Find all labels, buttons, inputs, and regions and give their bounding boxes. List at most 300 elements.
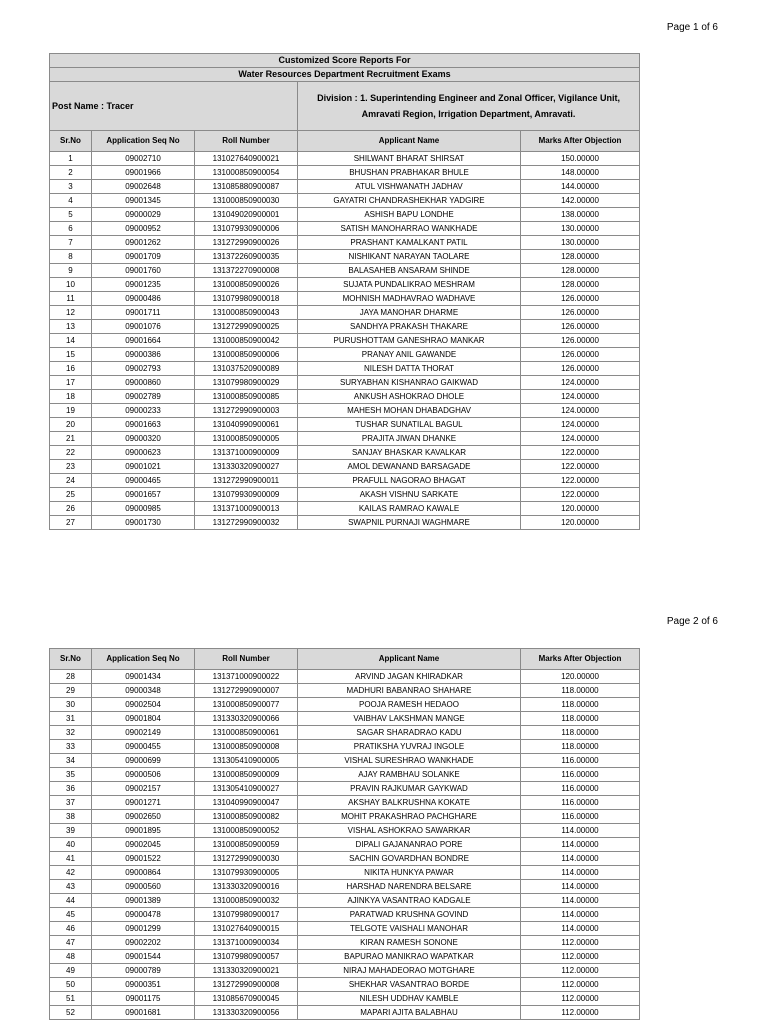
applicant-name-cell: POOJA RAMESH HEDAOO: [298, 698, 521, 712]
roll-number-cell: 131371000900022: [195, 670, 298, 684]
roll-number-cell: 131272990900007: [195, 684, 298, 698]
sr-no-cell: 35: [50, 768, 92, 782]
sr-no-cell: 24: [50, 474, 92, 488]
application-seq-no-cell: 09000699: [92, 754, 195, 768]
application-seq-no-cell: 09001681: [92, 1006, 195, 1020]
marks-cell: 114.00000: [521, 922, 640, 936]
roll-number-cell: 131000850900008: [195, 740, 298, 754]
sr-no-cell: 27: [50, 516, 92, 530]
roll-number-cell: 131272990900003: [195, 404, 298, 418]
application-seq-no-cell: 09001544: [92, 950, 195, 964]
table-row: [50, 390, 640, 404]
column-header-marks: Marks After Objection: [521, 649, 640, 670]
marks-cell: 122.00000: [521, 446, 640, 460]
applicant-name-cell: SANJAY BHASKAR KAVALKAR: [298, 446, 521, 460]
marks-cell: 126.00000: [521, 320, 640, 334]
application-seq-no-cell: 09001804: [92, 712, 195, 726]
applicant-name-cell: GAYATRI CHANDRASHEKHAR YADGIRE: [298, 194, 521, 208]
roll-number-cell: 131079930900005: [195, 866, 298, 880]
roll-number-cell: 131305410900005: [195, 754, 298, 768]
table-row: [50, 796, 640, 810]
sr-no-cell: 10: [50, 278, 92, 292]
roll-number-cell: 131330320900021: [195, 964, 298, 978]
marks-cell: 124.00000: [521, 418, 640, 432]
sr-no-cell: 17: [50, 376, 92, 390]
application-seq-no-cell: 09000478: [92, 908, 195, 922]
table-row: [50, 236, 640, 250]
application-seq-no-cell: 09000351: [92, 978, 195, 992]
sr-no-cell: 32: [50, 726, 92, 740]
applicant-name-cell: PRAVIN RAJKUMAR GAYKWAD: [298, 782, 521, 796]
roll-number-cell: 131000850900042: [195, 334, 298, 348]
column-header-roll-number: Roll Number: [195, 649, 298, 670]
applicant-name-cell: SATISH MANOHARRAO WANKHADE: [298, 222, 521, 236]
application-seq-no-cell: 09000506: [92, 768, 195, 782]
marks-cell: 128.00000: [521, 264, 640, 278]
roll-number-cell: 131272990900008: [195, 978, 298, 992]
table-row: [50, 292, 640, 306]
sr-no-cell: 20: [50, 418, 92, 432]
table-row: [50, 334, 640, 348]
application-seq-no-cell: 09000560: [92, 880, 195, 894]
application-seq-no-cell: 09001664: [92, 334, 195, 348]
table-row: [50, 698, 640, 712]
application-seq-no-cell: 09000623: [92, 446, 195, 460]
applicant-name-cell: NILESH DATTA THORAT: [298, 362, 521, 376]
application-seq-no-cell: 09001657: [92, 488, 195, 502]
application-seq-no-cell: 09000486: [92, 292, 195, 306]
table-row: [50, 404, 640, 418]
roll-number-cell: 131027640900021: [195, 152, 298, 166]
applicant-name-cell: NISHIKANT NARAYAN TAOLARE: [298, 250, 521, 264]
table-row: [50, 376, 640, 390]
table-row: [50, 936, 640, 950]
sr-no-cell: 16: [50, 362, 92, 376]
application-seq-no-cell: 09000348: [92, 684, 195, 698]
column-header-sr-no: Sr.No: [50, 131, 92, 152]
marks-cell: 118.00000: [521, 726, 640, 740]
roll-number-cell: 131272990900026: [195, 236, 298, 250]
column-header-application-seq-no: Application Seq No: [92, 649, 195, 670]
marks-cell: 118.00000: [521, 698, 640, 712]
sr-no-cell: 21: [50, 432, 92, 446]
column-header-row: [50, 649, 640, 670]
marks-cell: 122.00000: [521, 460, 640, 474]
table-row: [50, 418, 640, 432]
roll-number-cell: 131000850900032: [195, 894, 298, 908]
table-row: [50, 670, 640, 684]
sr-no-cell: 46: [50, 922, 92, 936]
column-header-applicant-name: Applicant Name: [298, 649, 521, 670]
application-seq-no-cell: 09000386: [92, 348, 195, 362]
sr-no-cell: 2: [50, 166, 92, 180]
applicant-name-cell: ANKUSH ASHOKRAO DHOLE: [298, 390, 521, 404]
application-seq-no-cell: 09001076: [92, 320, 195, 334]
sr-no-cell: 22: [50, 446, 92, 460]
roll-number-cell: 131330320900056: [195, 1006, 298, 1020]
table-row: [50, 320, 640, 334]
applicant-name-cell: PRATIKSHA YUVRAJ INGOLE: [298, 740, 521, 754]
applicant-name-cell: ARVIND JAGAN KHIRADKAR: [298, 670, 521, 684]
table-row: [50, 768, 640, 782]
marks-cell: 116.00000: [521, 810, 640, 824]
sr-no-cell: 29: [50, 684, 92, 698]
column-header-marks: Marks After Objection: [521, 131, 640, 152]
roll-number-cell: 131049020900001: [195, 208, 298, 222]
roll-number-cell: 131000850900077: [195, 698, 298, 712]
sr-no-cell: 6: [50, 222, 92, 236]
application-seq-no-cell: 09002710: [92, 152, 195, 166]
table-row: [50, 740, 640, 754]
roll-number-cell: 131000850900005: [195, 432, 298, 446]
application-seq-no-cell: 09000864: [92, 866, 195, 880]
application-seq-no-cell: 09001345: [92, 194, 195, 208]
application-seq-no-cell: 09002149: [92, 726, 195, 740]
applicant-name-cell: PRANAY ANIL GAWANDE: [298, 348, 521, 362]
applicant-name-cell: PRASHANT KAMALKANT PATIL: [298, 236, 521, 250]
table-row: [50, 964, 640, 978]
marks-cell: 116.00000: [521, 768, 640, 782]
table-row: [50, 264, 640, 278]
marks-cell: 114.00000: [521, 852, 640, 866]
applicant-name-cell: AMOL DEWANAND BARSAGADE: [298, 460, 521, 474]
marks-cell: 114.00000: [521, 866, 640, 880]
sr-no-cell: 41: [50, 852, 92, 866]
applicant-name-cell: PRAFULL NAGORAO BHAGAT: [298, 474, 521, 488]
marks-cell: 114.00000: [521, 880, 640, 894]
marks-cell: 128.00000: [521, 278, 640, 292]
column-header-sr-no: Sr.No: [50, 649, 92, 670]
applicant-name-cell: TELGOTE VAISHALI MANOHAR: [298, 922, 521, 936]
sr-no-cell: 9: [50, 264, 92, 278]
marks-cell: 138.00000: [521, 208, 640, 222]
applicant-name-cell: ASHISH BAPU LONDHE: [298, 208, 521, 222]
table-row: [50, 152, 640, 166]
table-row: [50, 250, 640, 264]
application-seq-no-cell: 09000860: [92, 376, 195, 390]
application-seq-no-cell: 09001711: [92, 306, 195, 320]
table-row: [50, 838, 640, 852]
table-row: [50, 432, 640, 446]
table-row: [50, 1006, 640, 1020]
table-row: [50, 992, 640, 1006]
application-seq-no-cell: 09001235: [92, 278, 195, 292]
table-row: [50, 866, 640, 880]
applicant-name-cell: NIRAJ MAHADEORAO MOTGHARE: [298, 964, 521, 978]
marks-cell: 112.00000: [521, 1006, 640, 1020]
application-seq-no-cell: 09000985: [92, 502, 195, 516]
application-seq-no-cell: 09001271: [92, 796, 195, 810]
table-row: [50, 180, 640, 194]
marks-cell: 112.00000: [521, 992, 640, 1006]
table-row: [50, 726, 640, 740]
table-row: [50, 348, 640, 362]
table-row: [50, 824, 640, 838]
application-seq-no-cell: 09002789: [92, 390, 195, 404]
application-seq-no-cell: 09002793: [92, 362, 195, 376]
table-row: [50, 950, 640, 964]
roll-number-cell: 131037520900089: [195, 362, 298, 376]
roll-number-cell: 131272990900032: [195, 516, 298, 530]
table-row: [50, 166, 640, 180]
page-number-label: Page 1 of 6: [666, 22, 718, 33]
sr-no-cell: 26: [50, 502, 92, 516]
sr-no-cell: 1: [50, 152, 92, 166]
roll-number-cell: 131372260900035: [195, 250, 298, 264]
marks-cell: 124.00000: [521, 390, 640, 404]
roll-number-cell: 131000850900082: [195, 810, 298, 824]
roll-number-cell: 131000850900030: [195, 194, 298, 208]
marks-cell: 114.00000: [521, 908, 640, 922]
roll-number-cell: 131372270900008: [195, 264, 298, 278]
roll-number-cell: 131040990900047: [195, 796, 298, 810]
applicant-name-cell: KAILAS RAMRAO KAWALE: [298, 502, 521, 516]
roll-number-cell: 131272990900030: [195, 852, 298, 866]
sr-no-cell: 38: [50, 810, 92, 824]
marks-cell: 114.00000: [521, 894, 640, 908]
page-number-label: Page 2 of 6: [666, 616, 718, 627]
application-seq-no-cell: 09002157: [92, 782, 195, 796]
sr-no-cell: 23: [50, 460, 92, 474]
roll-number-cell: 131000850900006: [195, 348, 298, 362]
table-row: [50, 810, 640, 824]
roll-number-cell: 131040990900061: [195, 418, 298, 432]
applicant-name-cell: AJAY RAMBHAU SOLANKE: [298, 768, 521, 782]
marks-cell: 116.00000: [521, 782, 640, 796]
sr-no-cell: 51: [50, 992, 92, 1006]
applicant-name-cell: JAYA MANOHAR DHARME: [298, 306, 521, 320]
applicant-name-cell: BAPURAO MANIKRAO WAPATKAR: [298, 950, 521, 964]
roll-number-cell: 131079980900057: [195, 950, 298, 964]
applicant-name-cell: SUJATA PUNDALIKRAO MESHRAM: [298, 278, 521, 292]
sr-no-cell: 52: [50, 1006, 92, 1020]
table-row: [50, 208, 640, 222]
sr-no-cell: 18: [50, 390, 92, 404]
table-row: [50, 894, 640, 908]
application-seq-no-cell: 09001434: [92, 670, 195, 684]
marks-cell: 130.00000: [521, 222, 640, 236]
applicant-name-cell: AKASH VISHNU SARKATE: [298, 488, 521, 502]
roll-number-cell: 131330320900066: [195, 712, 298, 726]
marks-cell: 118.00000: [521, 740, 640, 754]
marks-cell: 124.00000: [521, 432, 640, 446]
marks-cell: 142.00000: [521, 194, 640, 208]
sr-no-cell: 31: [50, 712, 92, 726]
sr-no-cell: 36: [50, 782, 92, 796]
marks-cell: 114.00000: [521, 824, 640, 838]
sr-no-cell: 43: [50, 880, 92, 894]
sr-no-cell: 39: [50, 824, 92, 838]
sr-no-cell: 48: [50, 950, 92, 964]
applicant-name-cell: SHEKHAR VASANTRAO BORDE: [298, 978, 521, 992]
division-name: Division : 1. Superintending Engineer and Zonal Officer, Vigilance Unit, Amravati Region, Irrigation Department, Amravati.: [298, 82, 640, 131]
sr-no-cell: 45: [50, 908, 92, 922]
table-row: [50, 194, 640, 208]
table-row: [50, 782, 640, 796]
marks-cell: 124.00000: [521, 404, 640, 418]
table-row: [50, 222, 640, 236]
applicant-name-cell: TUSHAR SUNATILAL BAGUL: [298, 418, 521, 432]
marks-cell: 112.00000: [521, 936, 640, 950]
marks-cell: 144.00000: [521, 180, 640, 194]
column-header-application-seq-no: Application Seq No: [92, 131, 195, 152]
table-row: [50, 446, 640, 460]
table-row: [50, 474, 640, 488]
application-seq-no-cell: 09000789: [92, 964, 195, 978]
sr-no-cell: 13: [50, 320, 92, 334]
marks-cell: 148.00000: [521, 166, 640, 180]
roll-number-cell: 131079980900017: [195, 908, 298, 922]
applicant-name-cell: SURYABHAN KISHANRAO GAIKWAD: [298, 376, 521, 390]
application-seq-no-cell: 09001663: [92, 418, 195, 432]
column-header-row: [50, 131, 640, 152]
sr-no-cell: 33: [50, 740, 92, 754]
table-row: [50, 488, 640, 502]
application-seq-no-cell: 09001730: [92, 516, 195, 530]
table-row: [50, 852, 640, 866]
roll-number-cell: 131085670900045: [195, 992, 298, 1006]
marks-cell: 120.00000: [521, 502, 640, 516]
marks-cell: 116.00000: [521, 796, 640, 810]
application-seq-no-cell: 09001760: [92, 264, 195, 278]
roll-number-cell: 131079930900006: [195, 222, 298, 236]
application-seq-no-cell: 09000465: [92, 474, 195, 488]
marks-cell: 126.00000: [521, 362, 640, 376]
applicant-name-cell: NILESH UDDHAV KAMBLE: [298, 992, 521, 1006]
application-seq-no-cell: 09000233: [92, 404, 195, 418]
applicant-name-cell: SHILWANT BHARAT SHIRSAT: [298, 152, 521, 166]
marks-cell: 126.00000: [521, 306, 640, 320]
column-header-applicant-name: Applicant Name: [298, 131, 521, 152]
table-row: [50, 712, 640, 726]
application-seq-no-cell: 09002650: [92, 810, 195, 824]
sr-no-cell: 25: [50, 488, 92, 502]
marks-cell: 118.00000: [521, 712, 640, 726]
sr-no-cell: 5: [50, 208, 92, 222]
applicant-name-cell: HARSHAD NARENDRA BELSARE: [298, 880, 521, 894]
sr-no-cell: 42: [50, 866, 92, 880]
applicant-name-cell: MAPARI AJITA BALABHAU: [298, 1006, 521, 1020]
application-seq-no-cell: 09001709: [92, 250, 195, 264]
roll-number-cell: 131079980900018: [195, 292, 298, 306]
application-seq-no-cell: 09001299: [92, 922, 195, 936]
marks-cell: 122.00000: [521, 474, 640, 488]
marks-cell: 126.00000: [521, 334, 640, 348]
marks-cell: 116.00000: [521, 754, 640, 768]
application-seq-no-cell: 09000320: [92, 432, 195, 446]
sr-no-cell: 49: [50, 964, 92, 978]
applicant-name-cell: SACHIN GOVARDHAN BONDRE: [298, 852, 521, 866]
applicant-name-cell: VAIBHAV LAKSHMAN MANGE: [298, 712, 521, 726]
sr-no-cell: 28: [50, 670, 92, 684]
applicant-name-cell: VISHAL SURESHRAO WANKHADE: [298, 754, 521, 768]
roll-number-cell: 131079930900009: [195, 488, 298, 502]
table-row: [50, 684, 640, 698]
roll-number-cell: 131000850900059: [195, 838, 298, 852]
marks-cell: 112.00000: [521, 978, 640, 992]
applicant-name-cell: VISHAL ASHOKRAO SAWARKAR: [298, 824, 521, 838]
applicant-name-cell: SAGAR SHARADRAO KADU: [298, 726, 521, 740]
sr-no-cell: 19: [50, 404, 92, 418]
sr-no-cell: 12: [50, 306, 92, 320]
post-name: Post Name : Tracer: [50, 82, 298, 131]
roll-number-cell: 131000850900052: [195, 824, 298, 838]
marks-cell: 124.00000: [521, 376, 640, 390]
applicant-name-cell: DIPALI GAJANANRAO PORE: [298, 838, 521, 852]
roll-number-cell: 131330320900016: [195, 880, 298, 894]
marks-cell: 120.00000: [521, 670, 640, 684]
applicant-name-cell: MOHIT PRAKASHRAO PACHGHARE: [298, 810, 521, 824]
roll-number-cell: 131371000900034: [195, 936, 298, 950]
sr-no-cell: 50: [50, 978, 92, 992]
applicant-name-cell: MADHURI BABANRAO SHAHARE: [298, 684, 521, 698]
roll-number-cell: 131305410900027: [195, 782, 298, 796]
roll-number-cell: 131027640900015: [195, 922, 298, 936]
application-seq-no-cell: 09001966: [92, 166, 195, 180]
roll-number-cell: 131371000900013: [195, 502, 298, 516]
marks-cell: 122.00000: [521, 488, 640, 502]
application-seq-no-cell: 09002045: [92, 838, 195, 852]
marks-cell: 112.00000: [521, 950, 640, 964]
applicant-name-cell: AJINKYA VASANTRAO KADGALE: [298, 894, 521, 908]
sr-no-cell: 3: [50, 180, 92, 194]
roll-number-cell: 131000850900009: [195, 768, 298, 782]
application-seq-no-cell: 09000455: [92, 740, 195, 754]
applicant-name-cell: NIKITA HUNKYA PAWAR: [298, 866, 521, 880]
application-seq-no-cell: 09001522: [92, 852, 195, 866]
applicant-name-cell: SWAPNIL PURNAJI WAGHMARE: [298, 516, 521, 530]
table-row: [50, 908, 640, 922]
table-row: [50, 306, 640, 320]
applicant-name-cell: MOHNISH MADHAVRAO WADHAVE: [298, 292, 521, 306]
sr-no-cell: 34: [50, 754, 92, 768]
application-seq-no-cell: 09001389: [92, 894, 195, 908]
score-report-table-page-2: [49, 648, 640, 1020]
table-row: [50, 362, 640, 376]
marks-cell: 150.00000: [521, 152, 640, 166]
table-row: [50, 278, 640, 292]
roll-number-cell: 131085880900087: [195, 180, 298, 194]
table-row: [50, 502, 640, 516]
applicant-name-cell: KIRAN RAMESH SONONE: [298, 936, 521, 950]
marks-cell: 126.00000: [521, 348, 640, 362]
sr-no-cell: 44: [50, 894, 92, 908]
applicant-name-cell: PURUSHOTTAM GANESHRAO MANKAR: [298, 334, 521, 348]
application-seq-no-cell: 09000029: [92, 208, 195, 222]
application-seq-no-cell: 09002504: [92, 698, 195, 712]
table-row: [50, 754, 640, 768]
marks-cell: 112.00000: [521, 964, 640, 978]
marks-cell: 120.00000: [521, 516, 640, 530]
applicant-name-cell: PRAJITA JIWAN DHANKE: [298, 432, 521, 446]
roll-number-cell: 131000850900054: [195, 166, 298, 180]
roll-number-cell: 131000850900043: [195, 306, 298, 320]
applicant-name-cell: ATUL VISHWANATH JADHAV: [298, 180, 521, 194]
table-row: [50, 516, 640, 530]
roll-number-cell: 131000850900026: [195, 278, 298, 292]
applicant-name-cell: AKSHAY BALKRUSHNA KOKATE: [298, 796, 521, 810]
report-title-line-1: Customized Score Reports For: [50, 54, 640, 68]
roll-number-cell: 131371000900009: [195, 446, 298, 460]
applicant-name-cell: MAHESH MOHAN DHABADGHAV: [298, 404, 521, 418]
sr-no-cell: 7: [50, 236, 92, 250]
marks-cell: 114.00000: [521, 838, 640, 852]
marks-cell: 128.00000: [521, 250, 640, 264]
sr-no-cell: 15: [50, 348, 92, 362]
application-seq-no-cell: 09002648: [92, 180, 195, 194]
table-row: [50, 460, 640, 474]
roll-number-cell: 131000850900061: [195, 726, 298, 740]
